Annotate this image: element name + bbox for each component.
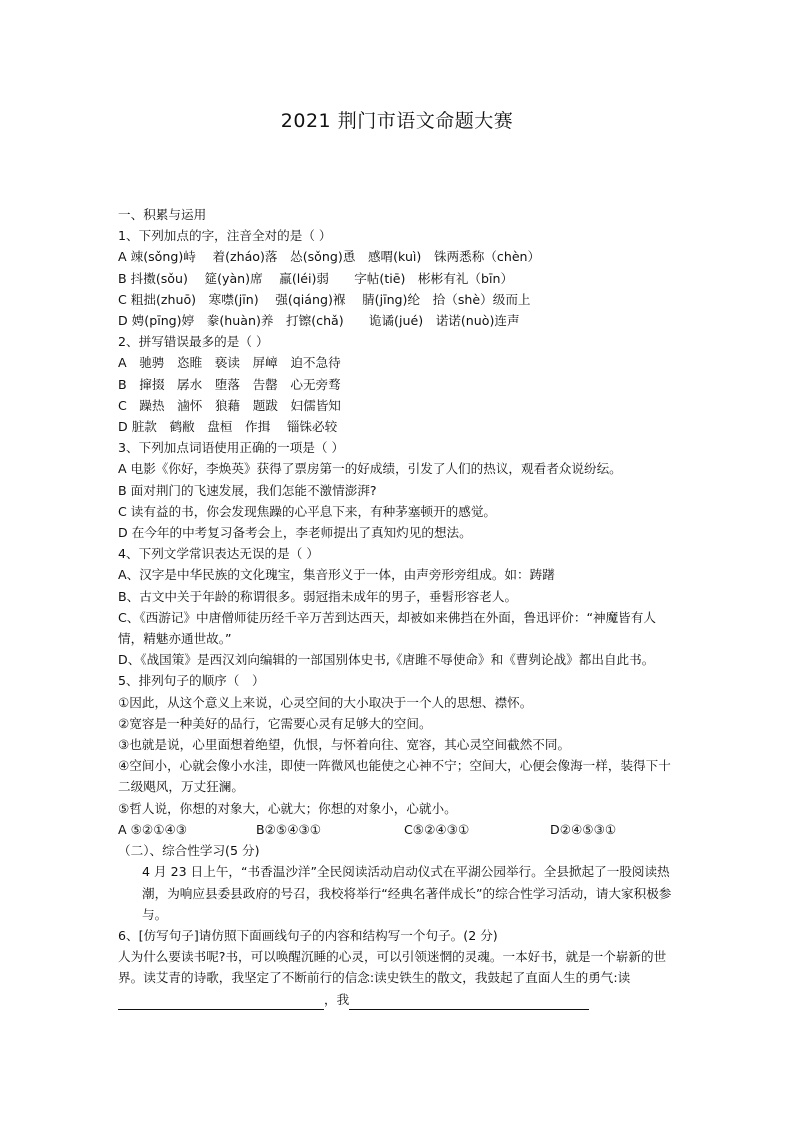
q4-option-b: B、古文中关于年龄的称谓很多。弱冠指未成年的男子，垂髫形容老人。 [118,588,518,604]
question-6: 6、[仿写句子]请仿照下面画线句子的内容和结构写一个句子。(2 分) [118,927,498,943]
q6-passage [118,946,678,1010]
question-5: 5、排列句子的顺序（ ） [118,673,265,689]
q1-option-d: D 娉(pīng)婷 豢(huàn)养 打镲(chǎ) 诡谲(jué) 诺诺(nuò)连声 [118,313,520,329]
q4-option-d: D、《战国策》是西汉刘向编辑的一部国别体史书,《唐雎不辱使命》和《曹刿论战》都出自此书。 [118,652,655,668]
question-1: 1、下列加点的字，注音全对的是（ ） [118,228,332,244]
q1-option-b: B 抖擞(sǒu) 筵(yàn)席 羸(léi)弱 字帖(tiē) 彬彬有礼（bīn） [118,270,514,286]
q6-passage-text: 人为什么要读书呢?书，可以唤醒沉睡的心灵，可以引领迷惘的灵魂。一本好书，就是一个崭新的世界。读艾青的诗歌，我坚定了不断前行的信念:读史铁生的散文，我鼓起了直面人生的勇气:读 [118,949,667,986]
section-2-intro: 4 月 23 日上午，“书香温沙洋”全民阅读活动启动仪式在平湖公园举行。全县掀起了一股阅读热潮，为响应县委县政府的号召，我校将举行“经典名著伴成长”的综合性学习活动，请大家积极参与。 [142,864,672,922]
q2-option-b: B 撺掇 孱水 堕落 告罄 心无旁骛 [118,376,341,392]
q3-option-a: A 电影《你好，李焕英》获得了票房第一的好成绩，引发了人们的热议，观看者众说纷纭。 [118,461,622,477]
exam-content [118,204,678,1010]
q5-sentence-2: ②宽容是一种美好的品行，它需要心灵有足够大的空间。 [118,715,432,731]
page-title: 2021 荆门市语文命题大赛 [280,110,514,132]
q2-option-d: D 脏款 鹤敝 盘桓 作揖 锱铢必较 [118,419,338,435]
q2-option-a: A 驰骋 恣睢 亵读 屏嶂 迫不急待 [118,355,341,371]
q3-option-d: D 在今年的中考复习备考会上，李老师提出了真知灼见的想法。 [118,525,472,541]
question-2: 2、拼写错误最多的是（ ） [118,334,269,350]
q5-option-c: C⑤②④③① [404,821,470,837]
q5-sentence-3: ③也就是说，心里面想着绝望，仇恨，与怀着向往、宽容，其心灵空间截然不同。 [118,737,571,753]
section-heading: 一、积累与运用 [118,207,207,222]
question-4: 4、下列文学常识表达无误的是（ ） [118,546,319,562]
q2-option-c: C 躁热 滷怀 狼藉 题跋 妇儒皆知 [118,397,341,413]
q5-sentence-4: ④空间小，心就会像小水洼，即使一阵微风也能使之心神不宁；空间大，心便会像海一样，装得下十二级飓风，万丈狂澜。 [118,758,671,795]
q3-option-b: B 面对荆门的飞速发展，我们怎能不激情澎湃? [118,482,377,498]
q5-sentence-1: ①因此，从这个意义上来说，心灵空间的大小取决于一个人的思想、襟怀。 [118,694,533,710]
answer-blank-2[interactable] [349,994,589,1010]
q6-passage-mid: ，我 [324,991,350,1007]
q5-option-b: B②⑤④③① [256,821,322,837]
q5-option-a: A ⑤②①④③ [118,821,188,837]
q3-option-c: C 读有益的书，你会发现焦躁的心平息下来，有种茅塞顿开的感觉。 [118,503,497,519]
q1-option-a: A 竦(sǒng)峙 着(zháo)落 怂(sǒng)恿 感喟(kuì) 铢两悉称（chèn） [118,249,541,265]
question-3: 3、下列加点词语使用正确的一项是（ ） [118,440,345,456]
q1-option-c: C 粗拙(zhuō) 寒噤(jīn) 强(qiáng)褓 腈(jīng)纶 拾（shè）级而上 [118,291,531,307]
q4-option-a: A、汉字是中华民族的文化瑰宝，集音形义于一体，由声旁形旁组成。如：踌躇 [118,567,555,583]
section-2-heading: （二）、综合性学习(5 分) [118,843,260,859]
q5-option-d: D②④⑤③① [550,821,617,837]
q4-option-c: C、《西游记》中唐僧师徒历经千辛万苦到达西天，却被如来佛挡在外面，鲁迅评价：“神魔皆有人情，精魅亦通世故。” [118,609,656,647]
answer-blank-1[interactable] [118,994,324,1010]
q5-sentence-5: ⑤哲人说，你想的对象大，心就大；你想的对象小，心就小。 [118,800,457,816]
q5-options [118,819,678,840]
